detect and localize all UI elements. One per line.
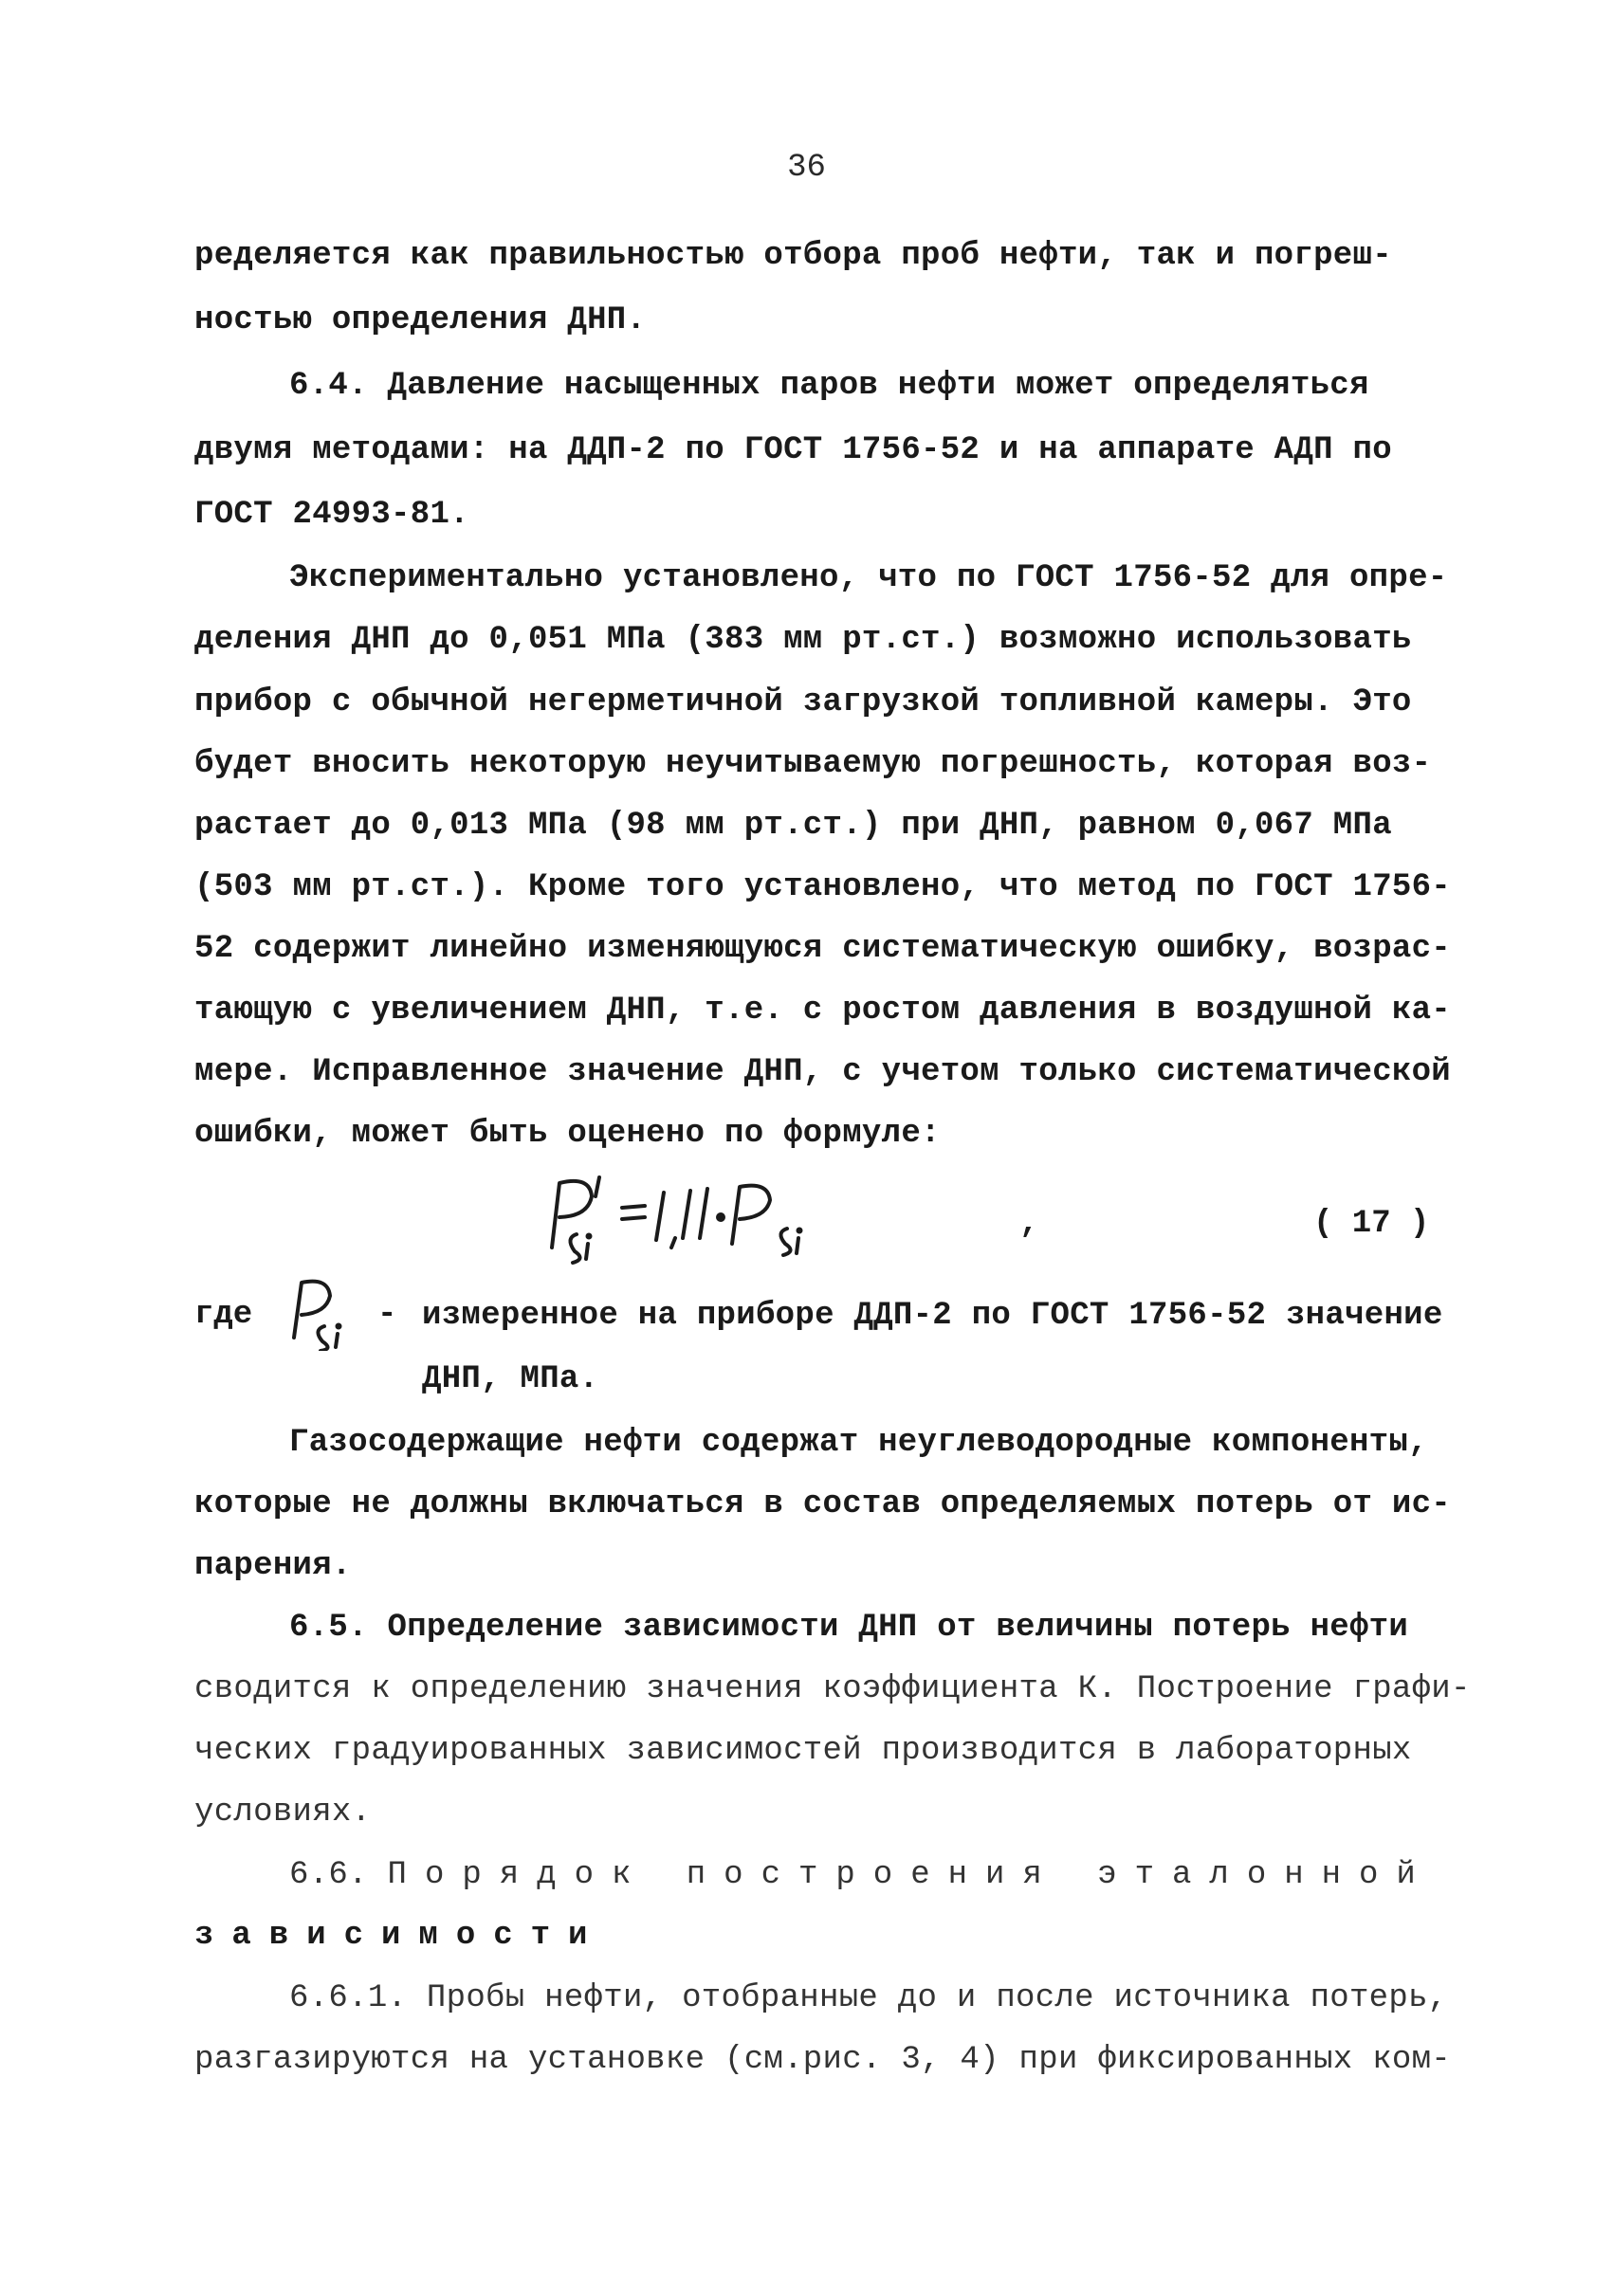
text-line: 52 содержит линейно изменяющуюся систематическую ошибку, возрас- <box>194 931 1452 967</box>
text-line: ностью определения ДНП. <box>194 302 647 338</box>
equation-number: ( 17 ) <box>1313 1206 1430 1242</box>
text-line: ГОСТ 24993-81. <box>194 497 469 533</box>
formula-17 <box>531 1164 844 1268</box>
paragraph-6-4-start: 6.4. Давление насыщенных паров нефти может определяться <box>289 368 1369 404</box>
paragraph-6-5-start: 6.5. Определение зависимости ДНП от величины потерь нефти <box>289 1610 1409 1646</box>
text-line: прибор с обычной негерметичной загрузкой топливной камеры. Это <box>194 684 1412 720</box>
section-6-6-heading-cont <box>194 1917 605 1955</box>
text-line: условиях. <box>194 1795 372 1831</box>
text-line: ческих градуированных зависимостей производится в лабораторных <box>194 1733 1412 1769</box>
where-dash: - <box>377 1297 397 1333</box>
text-line: (503 мм рт.ст.). Кроме того установлено, что метод по ГОСТ 1756- <box>194 869 1452 905</box>
page-number: 36 <box>787 150 826 186</box>
pressure-symbol <box>284 1275 370 1351</box>
text-line: будет вносить некоторую неучитываемую погрешность, которая воз- <box>194 746 1432 782</box>
where-definition-line2: ДНП, МПа. <box>422 1361 599 1397</box>
section-title-part1: Порядок построения эталонной <box>387 1857 1434 1893</box>
paragraph-start: Экспериментально установлено, что по ГОСТ 1756-52 для опре- <box>289 560 1448 596</box>
text-line: сводится к определению значения коэффициента К. Построение графи- <box>194 1671 1471 1707</box>
text-line: ошибки, может быть оценено по формуле: <box>194 1116 941 1152</box>
section-6-6-heading <box>289 1856 1434 1894</box>
paragraph-start: Газосодержащие нефти содержат неуглеводородные компоненты, <box>289 1425 1428 1461</box>
text-line: двумя методами: на ДДП-2 по ГОСТ 1756-52 и на аппарате АДП по <box>194 432 1392 468</box>
where-definition-line1: измеренное на приборе ДДП-2 по ГОСТ 1756-52 значение <box>422 1298 1443 1334</box>
text-line: мере. Исправленное значение ДНП, с учетом только систематической <box>194 1054 1452 1090</box>
text-line: ределяется как правильностью отбора проб нефти, так и погреш- <box>194 238 1392 274</box>
text-line: парения. <box>194 1548 352 1584</box>
text-line: которые не должны включаться в состав определяемых потерь от ис- <box>194 1486 1452 1522</box>
paragraph-6-6-1-start: 6.6.1. Пробы нефти, отобранные до и после источника потерь, <box>289 1980 1448 2016</box>
text-line: разгазируются на установке (см.рис. 3, 4) при фиксированных ком- <box>194 2042 1452 2078</box>
text-line: растает до 0,013 МПа (98 мм рт.ст.) при ДНП, равном 0,067 МПа <box>194 808 1392 844</box>
section-number: 6.6. <box>289 1857 368 1893</box>
text-line: тающую с увеличением ДНП, т.е. с ростом давления в воздушной ка- <box>194 993 1452 1029</box>
section-title-part2: зависимости <box>194 1918 606 1954</box>
text-line: деления ДНП до 0,051 МПа (383 мм рт.ст.) возможно использовать <box>194 622 1412 658</box>
where-word: где <box>194 1297 253 1333</box>
formula-separator: , <box>1019 1206 1039 1242</box>
